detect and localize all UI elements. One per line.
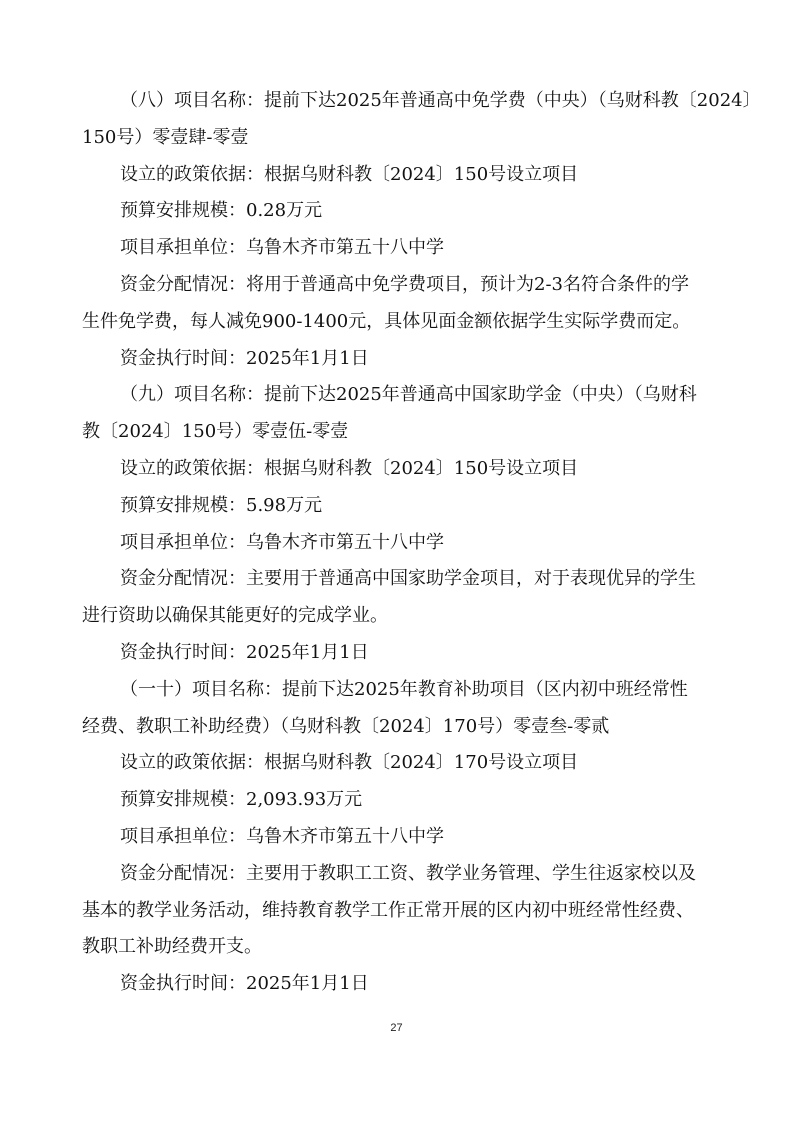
- section-8-title-line-2: 150号）零壹肆-零壹: [82, 126, 249, 148]
- section-9-budget: 预算安排规模：5.98万元: [120, 494, 323, 516]
- section-10-budget: 预算安排规模：2,093.93万元: [120, 789, 363, 811]
- section-10-title-line-2: 经费、教职工补助经费）（乌财科教〔2024〕170号）零壹叁-零贰: [82, 715, 610, 737]
- section-9-unit: 项目承担单位：乌鲁木齐市第五十八中学: [120, 531, 444, 553]
- section-10-allocation-line-2: 基本的教学业务活动，维持教育教学工作正常开展的区内初中班经常性经费、: [82, 899, 694, 921]
- section-8-budget: 预算安排规模：0.28万元: [120, 200, 323, 222]
- document-body: [82, 83, 761, 1003]
- section-9-allocation-line-2: 进行资助以确保其能更好的完成学业。: [82, 605, 388, 627]
- section-9-title-line-1: （九）项目名称：提前下达2025年普通高中国家助学金（中央）（乌财科: [120, 384, 697, 406]
- section-8-title-line-1: （八）项目名称：提前下达2025年普通高中免学费（中央）（乌财科教〔2024〕: [120, 90, 761, 111]
- section-10-title-line-1: （一十）项目名称：提前下达2025年教育补助项目（区内初中班经常性: [120, 678, 688, 700]
- page-number: 27: [390, 1022, 403, 1034]
- section-9-policy-basis: 设立的政策依据：根据乌财科教〔2024〕150号设立项目: [120, 457, 579, 479]
- section-8-unit: 项目承担单位：乌鲁木齐市第五十八中学: [120, 237, 444, 259]
- section-9-execution-time: 资金执行时间：2025年1月1日: [120, 641, 369, 663]
- section-10-allocation-line-3: 教职工补助经费开支。: [82, 936, 262, 958]
- section-8-execution-time: 资金执行时间：2025年1月1日: [120, 347, 369, 369]
- section-10-policy-basis: 设立的政策依据：根据乌财科教〔2024〕170号设立项目: [120, 752, 579, 774]
- section-9-allocation-line-1: 资金分配情况：主要用于普通高中国家助学金项目，对于表现优异的学生: [120, 568, 696, 590]
- section-9-title-line-2: 教〔2024〕150号）零壹伍-零壹: [82, 421, 349, 443]
- section-10-execution-time: 资金执行时间：2025年1月1日: [120, 973, 369, 995]
- section-8-allocation-line-1: 资金分配情况：将用于普通高中免学费项目，预计为2-3名符合条件的学: [120, 273, 689, 295]
- section-8-policy-basis: 设立的政策依据：根据乌财科教〔2024〕150号设立项目: [120, 163, 579, 185]
- section-10-unit: 项目承担单位：乌鲁木齐市第五十八中学: [120, 825, 444, 847]
- section-10-allocation-line-1: 资金分配情况：主要用于教职工工资、教学业务管理、学生往返家校以及: [120, 862, 696, 884]
- section-8-allocation-line-2: 生件免学费，每人减免900-1400元，具体见面金额依据学生实际学费而定。: [82, 310, 691, 332]
